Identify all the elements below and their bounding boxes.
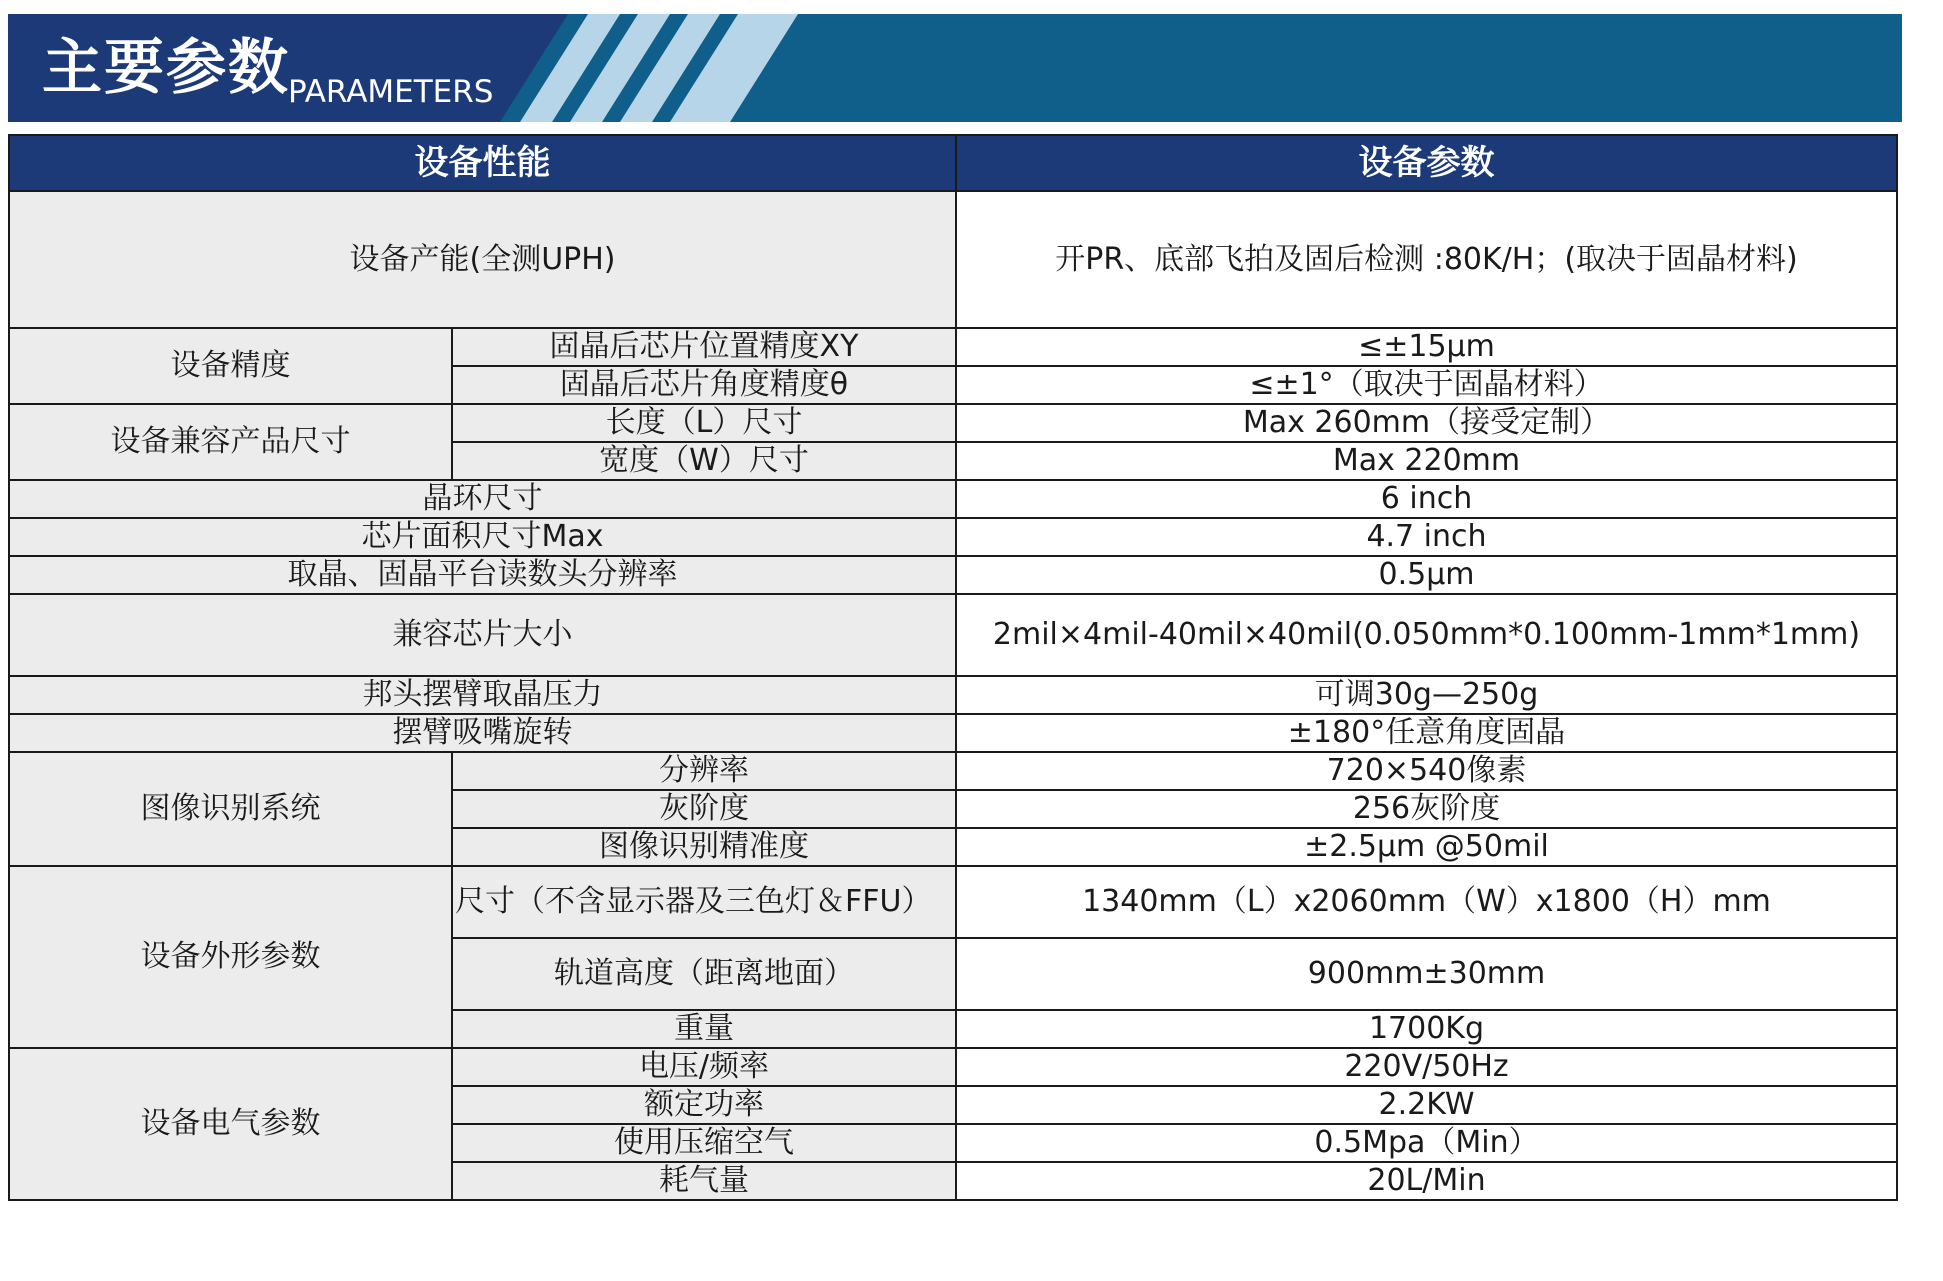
row-value: 开PR、底部飞拍及固后检测 :80K/H；(取决于固晶材料) [956, 191, 1897, 328]
row-label: 邦头摆臂取晶压力 [9, 676, 956, 714]
page-title: 主要参数 [42, 33, 290, 103]
row-value: 1340mm（L）x2060mm（W）x1800（H）mm [956, 866, 1897, 938]
page-subtitle: PARAMETERS [288, 74, 494, 110]
row-value: ±2.5μm @50mil [956, 828, 1897, 866]
row-label: 图像识别精准度 [452, 828, 956, 866]
row-value: ≤±15μm [956, 328, 1897, 366]
row-value: 0.5μm [956, 556, 1897, 594]
row-value: 1700Kg [956, 1010, 1897, 1048]
column-header-performance: 设备性能 [9, 135, 956, 191]
row-value: 900mm±30mm [956, 938, 1897, 1010]
table-row [9, 752, 1897, 790]
parameters-table [8, 134, 1898, 1201]
header-banner [8, 14, 1902, 122]
row-label: 尺寸（不含显示器及三色灯＆FFU） [452, 866, 956, 938]
row-label: 灰阶度 [452, 790, 956, 828]
table-row [9, 714, 1897, 752]
table-row [9, 556, 1897, 594]
row-label: 摆臂吸嘴旋转 [9, 714, 956, 752]
row-label: 宽度（W）尺寸 [452, 442, 956, 480]
table-row [9, 866, 1897, 938]
row-value: 4.7 inch [956, 518, 1897, 556]
group-label: 设备兼容产品尺寸 [9, 404, 452, 480]
row-label: 额定功率 [452, 1086, 956, 1124]
row-label: 长度（L）尺寸 [452, 404, 956, 442]
row-value: 2mil×4mil-40mil×40mil(0.050mm*0.100mm-1mm*1mm) [956, 594, 1897, 676]
table-row [9, 191, 1897, 328]
row-label: 耗气量 [452, 1162, 956, 1200]
table-row [9, 480, 1897, 518]
column-header-parameters: 设备参数 [956, 135, 1897, 191]
row-value: 2.2KW [956, 1086, 1897, 1124]
row-label: 固晶后芯片位置精度XY [452, 328, 956, 366]
row-label: 分辨率 [452, 752, 956, 790]
row-label: 固晶后芯片角度精度θ [452, 366, 956, 404]
row-value: 0.5Mpa（Min） [956, 1124, 1897, 1162]
row-label: 晶环尺寸 [9, 480, 956, 518]
row-value: ≤±1°（取决于固晶材料） [956, 366, 1897, 404]
group-label: 设备外形参数 [9, 866, 452, 1048]
row-label: 兼容芯片大小 [9, 594, 956, 676]
row-value: 256灰阶度 [956, 790, 1897, 828]
group-label: 图像识别系统 [9, 752, 452, 866]
row-label: 重量 [452, 1010, 956, 1048]
row-label: 芯片面积尺寸Max [9, 518, 956, 556]
row-label: 使用压缩空气 [452, 1124, 956, 1162]
row-label: 取晶、固晶平台读数头分辨率 [9, 556, 956, 594]
table-header-row [9, 135, 1897, 191]
table-row [9, 518, 1897, 556]
row-value: 20L/Min [956, 1162, 1897, 1200]
table-row [9, 404, 1897, 442]
group-label: 设备电气参数 [9, 1048, 452, 1200]
row-value: 220V/50Hz [956, 1048, 1897, 1086]
table-row [9, 676, 1897, 714]
row-label: 设备产能(全测UPH) [9, 191, 956, 328]
group-label: 设备精度 [9, 328, 452, 404]
table-row [9, 1048, 1897, 1086]
row-value: 720×540像素 [956, 752, 1897, 790]
row-label: 电压/频率 [452, 1048, 956, 1086]
row-value: ±180°任意角度固晶 [956, 714, 1897, 752]
table-row [9, 328, 1897, 366]
row-value: 可调30g—250g [956, 676, 1897, 714]
table-row [9, 594, 1897, 676]
row-value: 6 inch [956, 480, 1897, 518]
row-value: Max 260mm（接受定制） [956, 404, 1897, 442]
row-label: 轨道高度（距离地面） [452, 938, 956, 1010]
row-value: Max 220mm [956, 442, 1897, 480]
